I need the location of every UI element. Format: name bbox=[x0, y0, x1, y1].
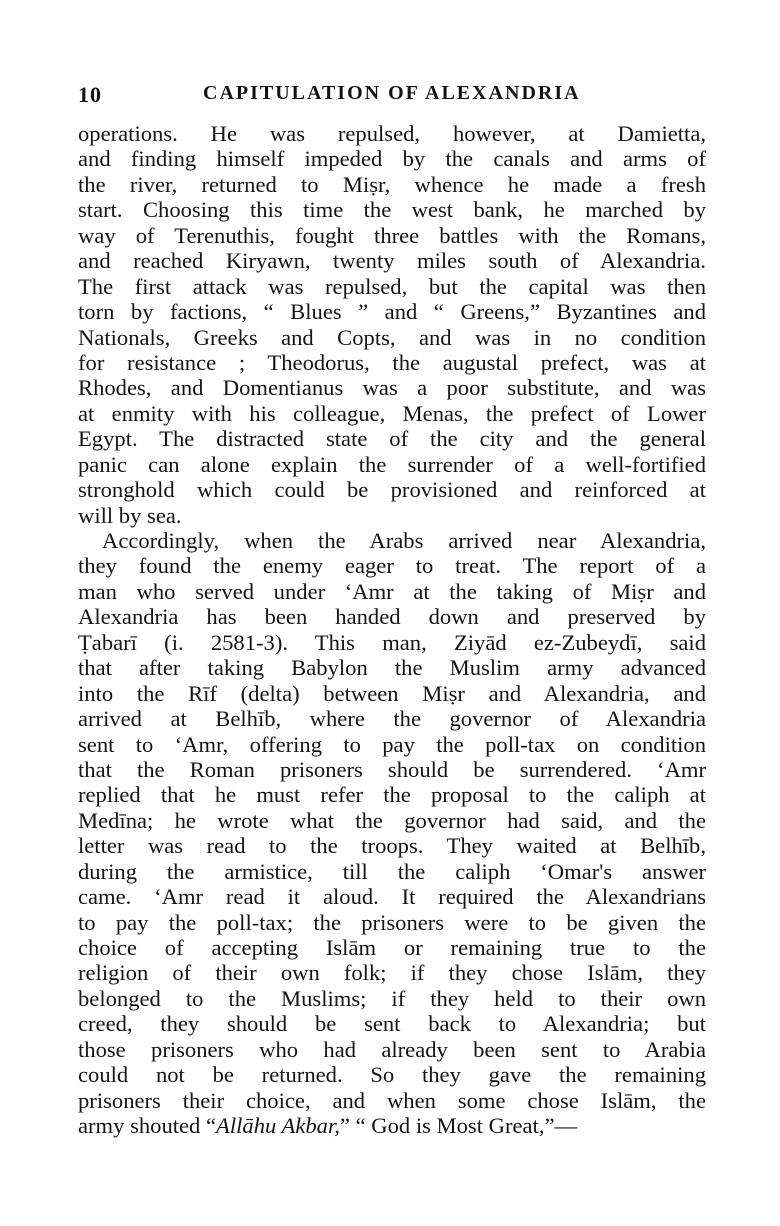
text-line: they found the enemy eager to treat. The report of a bbox=[78, 553, 706, 579]
italic-phrase: Allāhu Akbar, bbox=[216, 1113, 340, 1139]
text-line: the river, returned to Miṣr, whence he made a fresh bbox=[78, 171, 706, 197]
text-line: torn by factions, “ Blues ” and “ Greens,” Byzantines and bbox=[78, 299, 706, 325]
running-head bbox=[78, 82, 704, 112]
text-line: at enmity with his colleague, Menas, the prefect of Lower bbox=[78, 400, 706, 426]
text-line: those prisoners who had already been sent to Arabia bbox=[78, 1036, 706, 1062]
text-line: religion of their own folk; if they chose Islām, they bbox=[78, 960, 706, 986]
text-line: prisoners their choice, and when some chose Islām, the bbox=[78, 1087, 706, 1113]
text-line: operations. He was repulsed, however, at Damietta, bbox=[78, 121, 706, 146]
text-line: Egypt. The distracted state of the city and the general bbox=[78, 426, 706, 452]
running-title: CAPITULATION OF ALEXANDRIA bbox=[203, 82, 581, 104]
text-line: start. Choosing this time the west bank, he marched by bbox=[78, 197, 706, 223]
text-line: The first attack was repulsed, but the capital was then bbox=[78, 273, 706, 299]
text-line: panic can alone explain the surrender of a well-fortified bbox=[78, 451, 706, 477]
text-line: belonged to the Muslims; if they held to their own bbox=[78, 985, 706, 1011]
text-line: Rhodes, and Domentianus was a poor substitute, and was bbox=[78, 375, 706, 401]
page-number: 10 bbox=[78, 82, 102, 107]
text-line: man who served under ‘Amr at the taking of Miṣr and bbox=[78, 578, 706, 604]
text-line: Ṭabarī (i. 2581-3). This man, Ziyād ez-Zubeydī, said bbox=[78, 629, 706, 655]
text-line: could not be returned. So they gave the remaining bbox=[78, 1062, 706, 1088]
text-line: and finding himself impeded by the canals and arms of bbox=[78, 146, 706, 172]
text-line: Accordingly, when the Arabs arrived near Alexandria, bbox=[102, 528, 706, 553]
final-line-start: army shouted “ bbox=[78, 1113, 217, 1139]
text-line: into the Rīf (delta) between Miṣr and Alexandria, and bbox=[78, 680, 706, 706]
text-line: will by sea. bbox=[78, 502, 182, 528]
text-line: letter was read to the troops. They waited at Belhīb, bbox=[78, 833, 706, 859]
text-line: Medīna; he wrote what the governor had said, and the bbox=[78, 807, 706, 833]
text-line: Nationals, Greeks and Copts, and was in no condition bbox=[78, 324, 706, 350]
body-text bbox=[78, 121, 706, 1139]
text-line: replied that he must refer the proposal to the caliph at bbox=[78, 782, 706, 808]
final-line-end: ” “ God is Most Great,”— bbox=[339, 1113, 578, 1139]
text-line: creed, they should be sent back to Alexandria; but bbox=[78, 1011, 706, 1037]
text-line: that after taking Babylon the Muslim army advanced bbox=[78, 655, 706, 681]
paragraph-1 bbox=[78, 121, 706, 528]
text-line: way of Terenuthis, fought three battles with the Romans, bbox=[78, 222, 706, 248]
text-line: for resistance ; Theodorus, the augustal prefect, was at bbox=[78, 349, 706, 375]
text-line: stronghold which could be provisioned and reinforced at bbox=[78, 477, 706, 503]
text-line: Alexandria has been handed down and preserved by bbox=[78, 604, 706, 630]
text-line: that the Roman prisoners should be surrendered. ‘Amr bbox=[78, 756, 706, 782]
paragraph-2 bbox=[78, 528, 706, 1139]
text-line: and reached Kiryawn, twenty miles south of Alexandria. bbox=[78, 248, 706, 274]
text-line: to pay the poll-tax; the prisoners were to be given the bbox=[78, 909, 706, 935]
text-line: came. ‘Amr read it aloud. It required the Alexandrians bbox=[78, 884, 706, 910]
text-line: during the armistice, till the caliph ‘Omar's answer bbox=[78, 858, 706, 884]
text-line: choice of accepting Islām or remaining true to the bbox=[78, 935, 706, 960]
text-line-final bbox=[78, 1113, 706, 1138]
text-line: arrived at Belhīb, where the governor of Alexandria bbox=[78, 706, 706, 732]
text-line: sent to ‘Amr, offering to pay the poll-tax on condition bbox=[78, 731, 706, 757]
